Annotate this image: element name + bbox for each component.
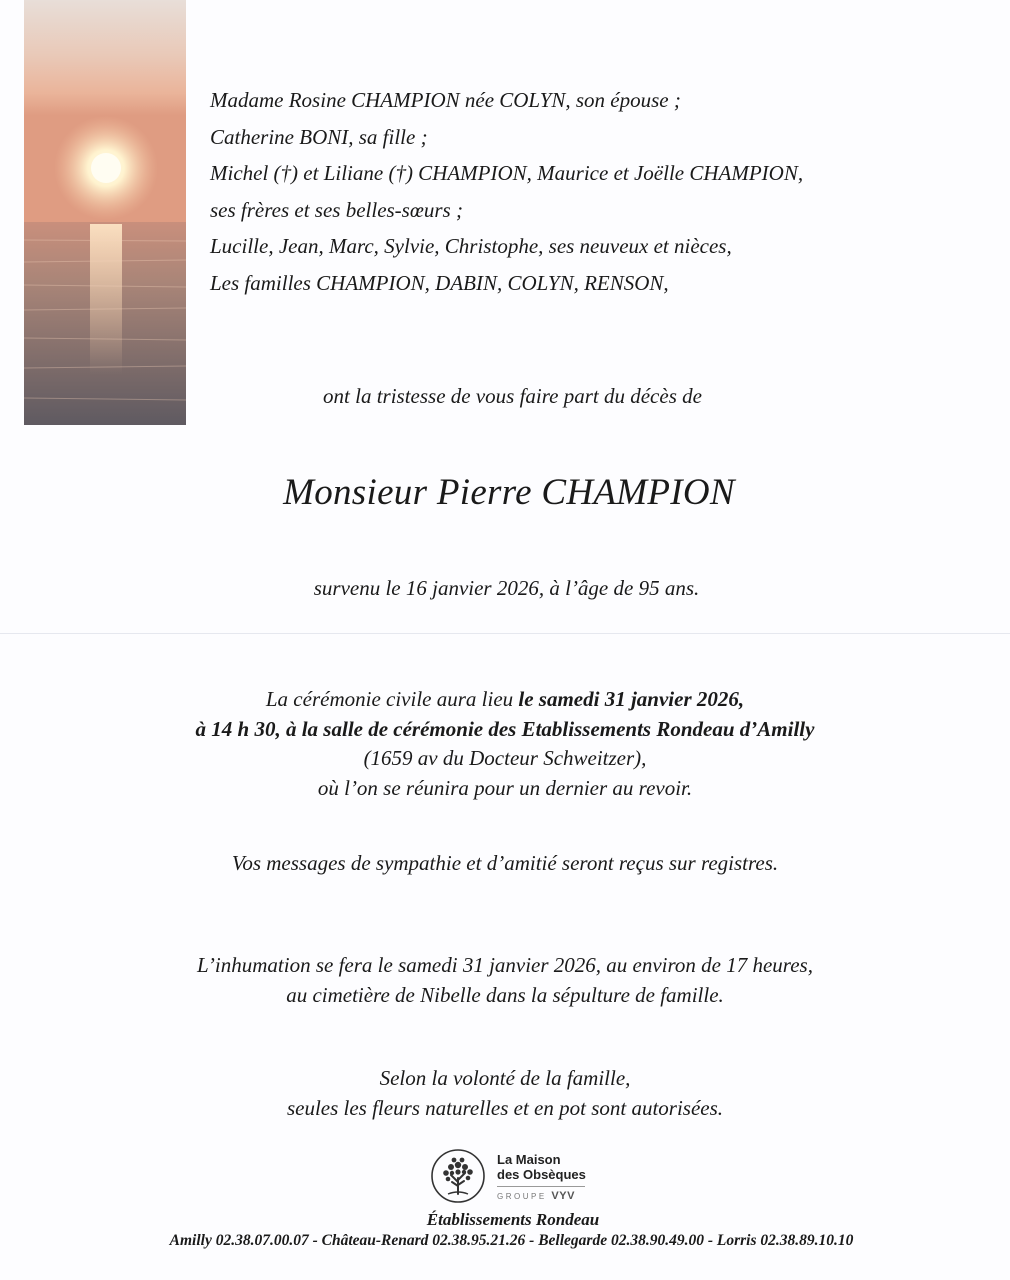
announcement-text: ont la tristesse de vous faire part du décès de (323, 384, 702, 408)
logo-group-label: GROUPE (497, 1192, 547, 1201)
company-name-text: Établissements Rondeau (426, 1210, 600, 1229)
family-line: Lucille, Jean, Marc, Sylvie, Christophe, ses neuveux et nièces, (210, 234, 732, 258)
messages-text: Vos messages de sympathie et d’amitié seront reçus sur registres. (231, 851, 779, 875)
company-name (0, 1210, 1010, 1230)
messages-notice (0, 849, 1010, 879)
sunset-sea-photo (24, 0, 186, 425)
death-info-text: survenu le 16 janvier 2026, à l’âge de 95 ans. (313, 576, 700, 600)
deceased-name (0, 471, 1010, 514)
flowers-notice (0, 1064, 1010, 1123)
phone-numbers-text: Amilly 02.38.07.00.07 - Château-Renard 02.38.95.21.26 - Bellegarde 02.38.90.49.00 - Lorris 02.38.89.10.10 (169, 1232, 854, 1249)
ceremony-place: à 14 h 30, à la salle de cérémonie des Etablissements Rondeau d’Amilly (195, 716, 815, 741)
family-line: Les familles CHAMPION, DABIN, COLYN, RENSON, (210, 270, 669, 295)
family-line: Catherine BONI, sa fille ; (210, 124, 428, 149)
death-info (0, 576, 1010, 601)
ceremony-line-1 (0, 685, 1010, 715)
logo-divider (497, 1186, 585, 1187)
logo-group-brand: VYV (551, 1190, 575, 1202)
ceremony-date: le samedi 31 janvier 2026, (518, 687, 745, 711)
fold-line (0, 633, 1010, 634)
logo-name (497, 1152, 586, 1182)
family-line: Madame Rosine CHAMPION née COLYN, son épouse ; (210, 88, 681, 112)
flowers-line-1: Selon la volonté de la famille, (379, 1066, 631, 1090)
family-line: ses frères et ses belles-sœurs ; (210, 197, 463, 222)
tree-icon (430, 1148, 486, 1204)
inhumation-line-1: L’inhumation se fera le samedi 31 janvier 2026, au environ de 17 heures, (197, 953, 813, 977)
logo-name-line-1: La Maison (497, 1152, 561, 1167)
inhumation-line-2: au cimetière de Nibelle dans la sépulture de famille. (286, 982, 724, 1007)
logo-name-line-2: des Obsèques (497, 1167, 586, 1182)
inhumation-details (0, 951, 1010, 1010)
ceremony-address: (1659 av du Docteur Schweitzer), (363, 746, 647, 770)
logo-group (497, 1190, 575, 1202)
ceremony-farewell: où l’on se réunira pour un dernier au revoir. (317, 775, 693, 800)
phone-numbers (0, 1232, 1010, 1250)
flowers-line-2: seules les fleurs naturelles et en pot sont autorisées. (286, 1095, 724, 1120)
ceremony-intro: La cérémonie civile aura lieu (265, 687, 519, 711)
announcement (0, 384, 1010, 409)
family-list (210, 82, 950, 301)
ceremony-details (0, 685, 1010, 803)
deceased-name-text: Monsieur Pierre CHAMPION (283, 472, 735, 513)
family-line: Michel (†) et Liliane (†) CHAMPION, Maurice et Joëlle CHAMPION, (210, 161, 804, 185)
funeral-home-logo (430, 1148, 600, 1206)
